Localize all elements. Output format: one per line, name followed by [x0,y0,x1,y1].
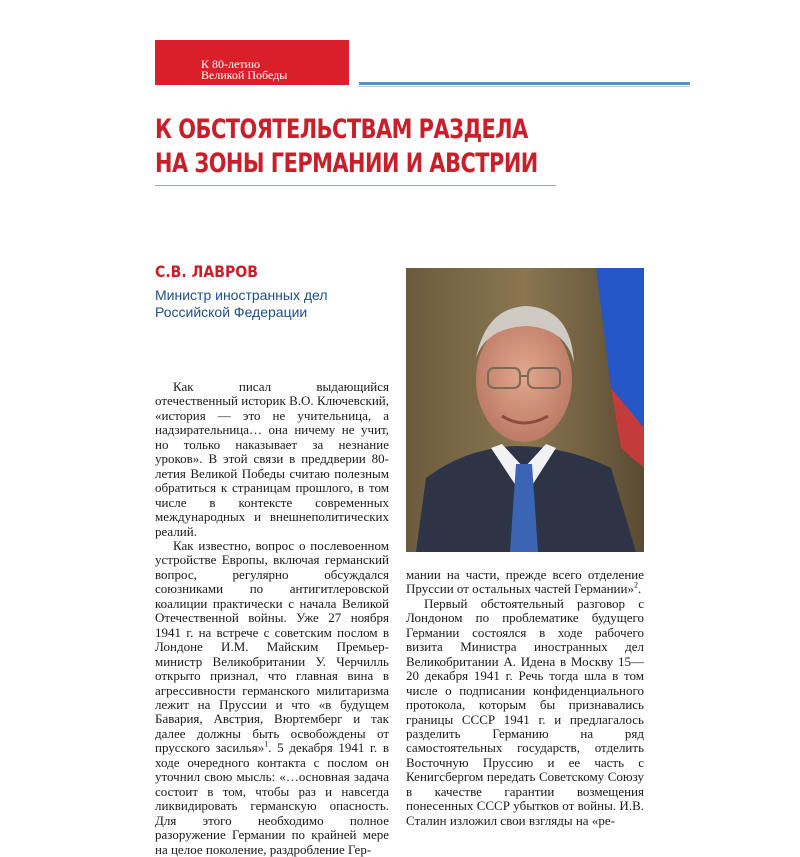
author-portrait-photo [406,268,644,552]
author-position-line-2: Российской Федерации [155,304,308,320]
footnote-marker[interactable]: 2 [633,581,638,591]
paragraph: Первый обстоятельный разговор с Лондоном по проблематике будущего Германии состоялся в ходе рабочего визита Министра иностранных дел Великобритании А. Идена в Москву 15—20 декабря 1941 г. Речь тогда шла в том числе о подписании конфиденциального протокола, которым бы признавались границы СССР 1941 г. и предлагалось разделить Германию на ряд самостоятельных государств, отделить Восточную Пруссию и ее часть с Кенигсбергом передать Советскому Союзу в качестве гарантии возмещения понесенных СССР убытков от войны. И.В. Сталин изложил свои взгляды на «ре- [406,595,644,828]
title-line-2: НА ЗОНЫ ГЕРМАНИИ И АВСТРИИ [155,148,538,179]
rubric-line-2: Великой Победы [201,68,288,82]
author-name: С.В. ЛАВРОВ [155,262,259,281]
footnote-marker[interactable]: 1 [264,740,269,749]
paragraph-text: . [637,581,642,597]
section-rubric [155,40,349,85]
paragraph-text: . 5 декабря 1941 г. в ходе очередного контакта с послом он уточнил свою мысль: «…основная задача состоит в том, чтобы раз и навсегда ликвидировать германскую опасность. Для этого необходимо полное разоружение Германии по крайней мере на целое поколение, раздробление Гер- [155,740,389,857]
paragraph [155,539,389,857]
text-column-1 [155,380,389,857]
rubric-line-1: К 80-летию [201,57,260,71]
header-rule-blue [359,82,690,85]
paragraph [406,568,644,597]
author-position [155,287,328,321]
title-underline [155,185,556,186]
paragraph-text: Как известно, вопрос о послевоенном устройстве Европы, включая германский вопрос, регулярно обсуждался союзниками по антигитлеровской коалиции практически с начала Великой Отечественной войны. Уже 27 ноября 1941 г. на встрече с советским послом в Лондоне И.М. Майским Премьер-министр Великобритании У. Черчилль открыто признал, что главная вина в агрессивности германского милитаризма лежит на Пруссии и что «в будущем Бавария, Австрия, Вюртемберг и так далее должны быть освобождены от прусского засилья» [155,537,389,756]
article-title [155,113,538,181]
paragraph-text: мании на части, прежде всего отделение Пруссии от остальных частей Германии» [406,567,644,597]
author-position-line-1: Министр иностранных дел [155,287,328,303]
title-line-1: К ОБСТОЯТЕЛЬСТВАМ РАЗДЕЛА [155,114,528,145]
header-rule-grey [359,86,690,87]
paragraph: Как писал выдающийся отечественный историк В.О. Ключевский, «история — это не учительница, а надзирательница… она ничему не учит, но только наказывает за незнание уроков». В этой связи в преддверии 80-летия Великой Победы считаю полезным обратиться к страницам прошлого, в том числе в контексте современных международных и внешнеполитических реалий. [155,379,389,539]
text-column-2 [406,568,644,828]
